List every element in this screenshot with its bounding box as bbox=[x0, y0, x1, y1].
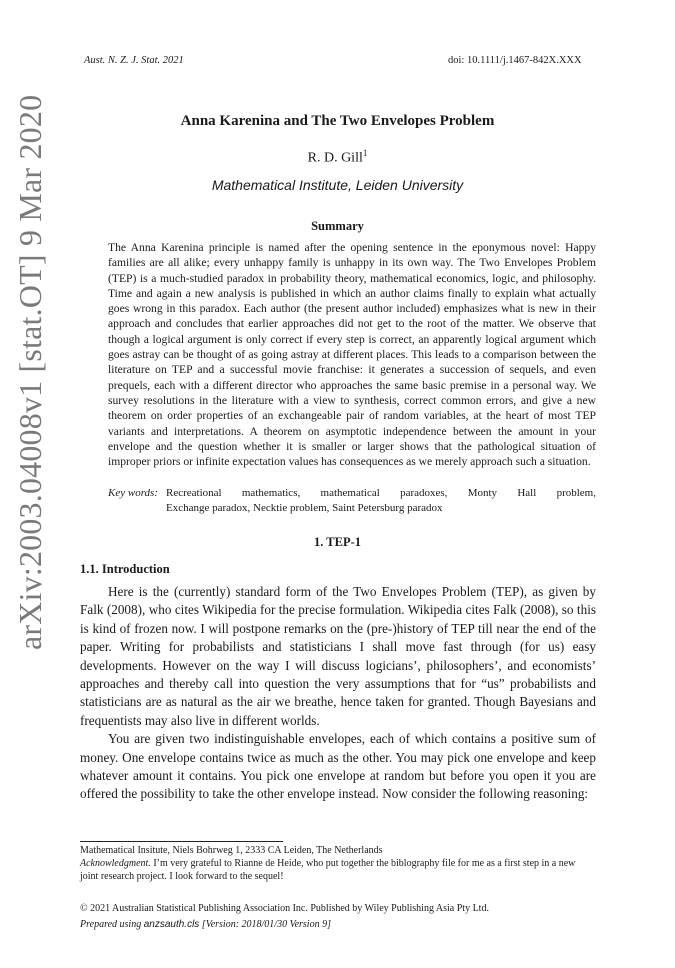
keywords bbox=[108, 486, 596, 515]
paragraph: Here is the (currently) standard form of the Two Envelopes Problem (TEP), as given by Falk (2008), who cites Wikipedia for the precise formulation. Wikipedia cites Falk (2008), so this is kind of frozen now. I will postpone remarks on the (pre-)history of TEP till near the end of the paper. Writing for probabilists and statisticians I shall move fast through (for us) easy developments. However on the way I will discuss logicians’, philosophers’, and economists’ approaches and thereby call into question the very assumptions that for “us” probabilists and statisticians are as natural as the air we breathe, hence taken for granted. Though Bayesians and frequentists may also live in different worlds. bbox=[80, 584, 596, 728]
summary-text: The Anna Karenina principle is named after the opening sentence in the eponymous novel: Happy families are all alike; every unhappy family is unhappy in its own way. The Two Envelopes Problem (TEP) is a much-studied paradox in probability theory, mathematical economics, logic, and philosophy. Time and again a new analysis is published in which an author claims finally to explain what actually goes wrong in this paradox. Each author (the present author included) emphasizes what is new in their approach and concludes that earlier approaches did not get to the root of the matter. We observe that though a logical argument is only correct if every step is correct, an apparently logical argument which goes astray can be thought of as going astray at different places. This leads to a comparison between the literature on TEP and a successful movie franchise: it generates a succession of sequels, and even prequels, each with a different director who approaches the same basic premise in a personal way. We survey resolutions in the literature with a view to synthesis, correct common errors, and give a new theorem on order properties of an exchangeable pair of random variables, at the heart of most TEP variants and interpretations. A theorem on asymptotic independence between the amount in your envelope and the question whether it is smaller or larger shows that the pathological situation of improper priors or infinite expectation values has consequences as we merely approach such a situation. bbox=[108, 241, 596, 469]
body-text bbox=[80, 583, 596, 804]
footnote-acknowledgment bbox=[80, 858, 596, 884]
author-name: R. D. Gill bbox=[307, 150, 363, 166]
footnote-address: Mathematical Insitute, Niels Bohrweg 1, 2333 CA Leiden, The Netherlands bbox=[80, 845, 383, 856]
author-footnote-mark: 1 bbox=[362, 148, 368, 158]
section-heading: 1. TEP-1 bbox=[314, 535, 361, 549]
doi: doi: 10.1111/j.1467-842X.XXX bbox=[448, 55, 582, 66]
keywords-line-2: Exchange paradox, Necktie problem, Saint Petersburg paradox bbox=[166, 501, 443, 514]
arxiv-identifier: arXiv:2003.04008v1 [stat.OT] 9 Mar 2020 bbox=[12, 94, 48, 650]
footnote bbox=[80, 845, 596, 883]
paragraph: You are given two indistinguishable envelopes, each of which contains a positive sum of money. One envelope contains twice as much as the other. You may pick one envelope and keep whatever amount it contains. You pick one envelope at random but before you open it you are offered the possibility to take the other envelope instead. Now consider the following reasoning: bbox=[80, 731, 596, 802]
keywords-line-1: Recreational mathematics, mathematical paradoxes, Monty Hall problem, bbox=[166, 487, 596, 499]
class-file: anzsauth.cls bbox=[143, 919, 200, 930]
author-line bbox=[0, 148, 675, 167]
author-affiliation: Mathematical Institute, Leiden University bbox=[211, 177, 464, 193]
keywords-label: Key words: bbox=[108, 487, 159, 499]
footnote-rule bbox=[80, 841, 283, 842]
prepared-using bbox=[80, 919, 331, 930]
ack-text: I’m very grateful to Rianne de Heide, who put together the biblography file for me as a first step in a new joint research project. I look forward to the sequel! bbox=[80, 857, 576, 882]
summary-heading: Summary bbox=[311, 219, 364, 233]
arxiv-stamp bbox=[2, 94, 50, 650]
subsection-heading: 1.1. Introduction bbox=[80, 562, 170, 576]
ack-label: Acknowledgment. bbox=[80, 857, 151, 869]
prepared-prefix: Prepared using bbox=[80, 919, 144, 930]
copyright-notice: © 2021 Australian Statistical Publishing Association Inc. Published by Wiley Publishing Asia Pty Ltd. bbox=[80, 903, 489, 914]
prepared-suffix: [Version: 2018/01/30 Version 9] bbox=[199, 919, 331, 930]
paper-title: Anna Karenina and The Two Envelopes Problem bbox=[180, 113, 495, 129]
journal-citation: Aust. N. Z. J. Stat. 2021 bbox=[84, 55, 184, 66]
